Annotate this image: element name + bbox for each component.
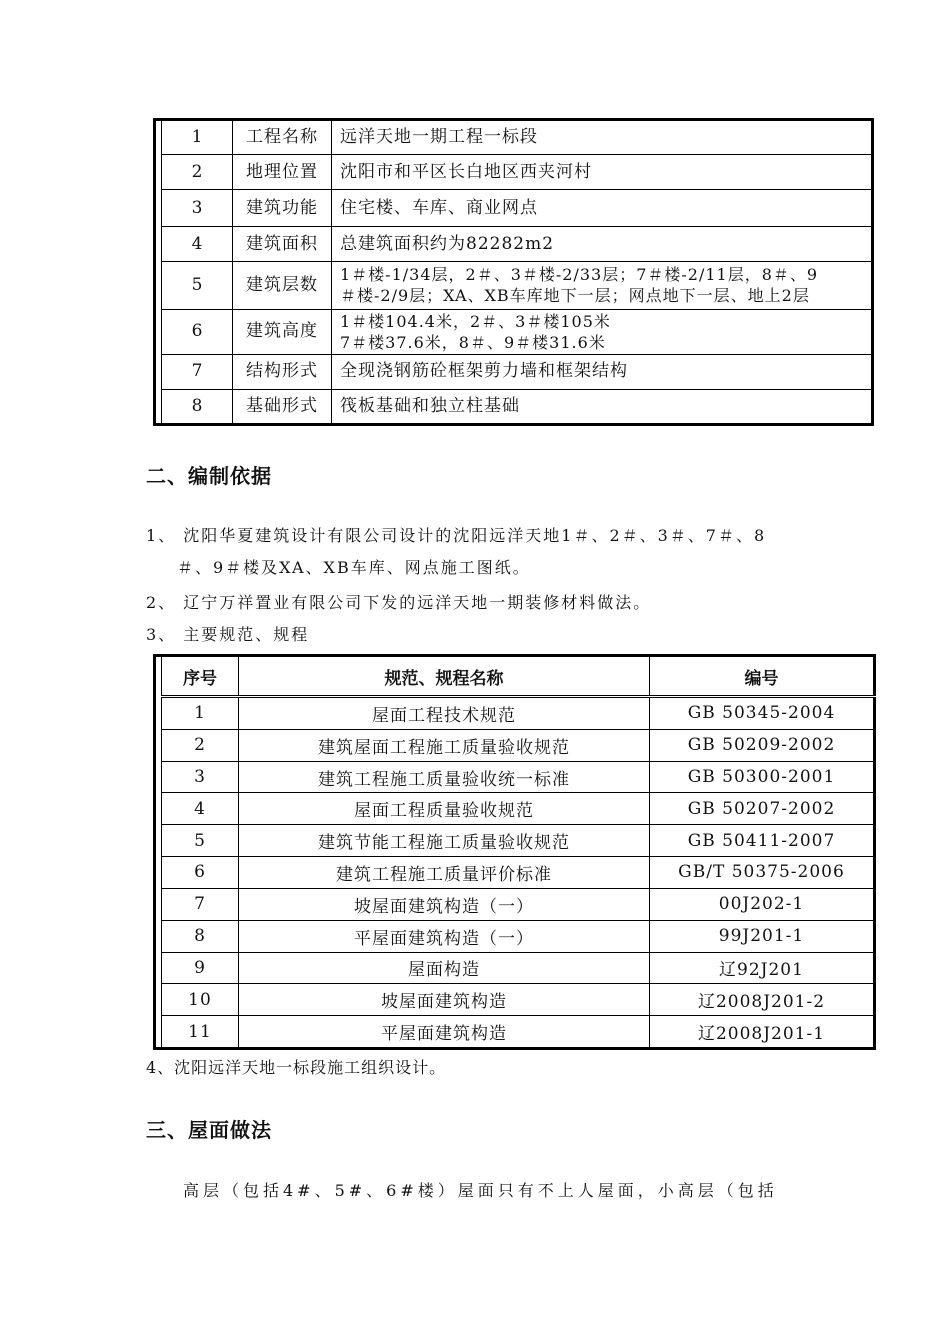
standard-name: 屋面构造 [239, 952, 650, 984]
row-number: 6 [162, 309, 233, 354]
edge-cell [155, 984, 162, 1016]
edge-cell [155, 729, 162, 761]
project-row [155, 227, 873, 262]
basis-item-1-line1: 1、 沈阳华夏建筑设计有限公司设计的沈阳远洋天地1＃、2＃、3＃、7＃、8 [146, 526, 767, 545]
row-value-line: ＃楼-2/9层；XA、XB车库地下一层；网点地下一层、地上2层 [340, 286, 810, 306]
standards-row [155, 697, 875, 730]
edge-cell [155, 888, 162, 920]
edge-cell [155, 793, 162, 825]
row-value-line: 全现浇钢筋砼框架剪力墙和框架结构 [340, 361, 628, 382]
standard-number: 2 [162, 729, 239, 761]
project-row [155, 120, 873, 155]
basis-item-3: 3、 主要规范、规程 [146, 625, 310, 644]
row-value-line: 1＃楼104.4米，2＃、3＃楼105米 [340, 311, 611, 331]
row-label: 建筑层数 [233, 262, 332, 309]
basis-item-4: 4、沈阳远洋天地一标段施工组织设计。 [146, 1058, 447, 1077]
edge-cell [155, 262, 162, 309]
project-row [155, 262, 873, 309]
row-value-line: 远洋天地一期工程一标段 [340, 127, 538, 148]
standard-name: 建筑屋面工程施工质量验收规范 [239, 729, 650, 761]
project-row [155, 309, 873, 354]
row-number: 2 [162, 155, 233, 190]
section-heading-basis: 二、编制依据 [146, 464, 272, 488]
row-number: 7 [162, 354, 233, 389]
standards-row [155, 1016, 875, 1049]
edge-cell [155, 120, 162, 155]
row-value [332, 155, 873, 190]
standard-number: 4 [162, 793, 239, 825]
standard-name: 屋面工程质量验收规范 [239, 793, 650, 825]
edge-cell [155, 825, 162, 857]
standard-name: 建筑工程施工质量验收统一标准 [239, 761, 650, 793]
row-value-line: 总建筑面积约为82282m2 [340, 233, 555, 254]
standard-code: GB/T 50375-2006 [650, 857, 875, 889]
standard-number: 1 [162, 697, 239, 730]
row-value-line: 7＃楼37.6米，8＃、9＃楼31.6米 [340, 332, 606, 352]
standard-code: 00J202-1 [650, 888, 875, 920]
edge-cell [155, 857, 162, 889]
row-number: 8 [162, 389, 233, 424]
standards-row [155, 825, 875, 857]
project-row [155, 389, 873, 424]
row-label: 建筑高度 [233, 309, 332, 354]
row-label: 工程名称 [233, 120, 332, 155]
row-value [332, 389, 873, 424]
header-code: 编号 [650, 656, 875, 697]
standards-row [155, 984, 875, 1016]
edge-cell [155, 389, 162, 424]
section-heading-roof: 三、屋面做法 [146, 1118, 272, 1142]
standards-row [155, 857, 875, 889]
row-label: 基础形式 [233, 389, 332, 424]
standard-name: 建筑节能工程施工质量验收规范 [239, 825, 650, 857]
row-value [332, 262, 873, 309]
standard-code: 辽2008J201-1 [650, 1016, 875, 1049]
header-name: 规范、规程名称 [239, 656, 650, 697]
standard-code: GB 50411-2007 [650, 825, 875, 857]
standard-code: GB 50345-2004 [650, 697, 875, 730]
basis-item-2: 2、 辽宁万祥置业有限公司下发的远洋天地一期装修材料做法。 [146, 593, 652, 612]
standard-name: 平屋面建筑构造 [239, 1016, 650, 1049]
standard-code: 辽2008J201-2 [650, 984, 875, 1016]
row-value-line: 沈阳市和平区长白地区西夹河村 [340, 161, 592, 182]
standard-number: 9 [162, 952, 239, 984]
edge-cell [155, 761, 162, 793]
project-row [155, 190, 873, 227]
row-label: 建筑面积 [233, 227, 332, 262]
row-value-line: 1＃楼-1/34层，2＃、3＃楼-2/33层；7＃楼-2/11层，8＃、9 [340, 265, 819, 285]
row-value-line: 住宅楼、车库、商业网点 [340, 197, 538, 218]
row-label: 地理位置 [233, 155, 332, 190]
standard-code: GB 50209-2002 [650, 729, 875, 761]
project-row [155, 354, 873, 389]
project-row [155, 155, 873, 190]
edge-cell [155, 190, 162, 227]
standards-header-row [155, 656, 875, 697]
edge-cell [155, 354, 162, 389]
row-value [332, 354, 873, 389]
standards-row [155, 920, 875, 952]
standard-name: 建筑工程施工质量评价标准 [239, 857, 650, 889]
edge-cell [155, 1016, 162, 1049]
standards-row [155, 761, 875, 793]
row-value [332, 190, 873, 227]
edge-cell [155, 227, 162, 262]
edge-cell [155, 952, 162, 984]
standard-number: 6 [162, 857, 239, 889]
standard-code: GB 50300-2001 [650, 761, 875, 793]
row-value [332, 309, 873, 354]
standard-number: 8 [162, 920, 239, 952]
standard-number: 11 [162, 1016, 239, 1049]
standard-number: 7 [162, 888, 239, 920]
project-info-table [153, 118, 874, 426]
row-value [332, 120, 873, 155]
standard-number: 3 [162, 761, 239, 793]
edge-cell [155, 309, 162, 354]
standard-name: 平屋面建筑构造（一） [239, 920, 650, 952]
basis-item-1-line2: ＃、9＃楼及XA、XB车库、网点施工图纸。 [177, 558, 531, 577]
standards-row [155, 793, 875, 825]
standards-table [153, 654, 876, 1050]
row-number: 5 [162, 262, 233, 309]
standard-name: 坡屋面建筑构造 [239, 984, 650, 1016]
edge-cell [155, 920, 162, 952]
standard-number: 10 [162, 984, 239, 1016]
row-label: 建筑功能 [233, 190, 332, 227]
standards-row [155, 888, 875, 920]
standards-row [155, 952, 875, 984]
standard-name: 坡屋面建筑构造（一） [239, 888, 650, 920]
roof-paragraph: 高层（包括4#、5#、6#楼）屋面只有不上人屋面，小高层（包括 [183, 1181, 778, 1200]
standard-code: 99J201-1 [650, 920, 875, 952]
standards-row [155, 729, 875, 761]
row-value-line: 筏板基础和独立柱基础 [340, 395, 520, 416]
standard-code: GB 50207-2002 [650, 793, 875, 825]
edge-cell [155, 155, 162, 190]
row-number: 3 [162, 190, 233, 227]
header-no: 序号 [162, 656, 239, 697]
row-number: 1 [162, 120, 233, 155]
edge-cell [155, 656, 162, 697]
row-value [332, 227, 873, 262]
row-label: 结构形式 [233, 354, 332, 389]
standard-code: 辽92J201 [650, 952, 875, 984]
standard-number: 5 [162, 825, 239, 857]
row-number: 4 [162, 227, 233, 262]
standard-name: 屋面工程技术规范 [239, 697, 650, 730]
edge-cell [155, 697, 162, 730]
